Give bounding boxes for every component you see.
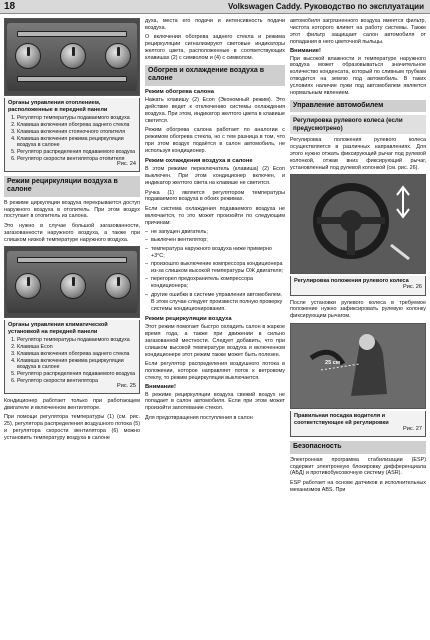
legend-item: 5. Регулятор распределения подаваемого воздуха <box>17 149 136 156</box>
paragraph: В режиме рециркуляции воздуха свежий воздух не попадает в салон автомобиля. Если при этом может произойти запотевание стекол. <box>145 391 285 412</box>
fig25-caption <box>4 320 140 394</box>
warning-heading: Внимание! <box>145 384 176 391</box>
section-heading: Управление автомобилем <box>290 100 426 112</box>
fig26-title: Регулировка положения рулевого колеса <box>294 278 409 285</box>
climate-panel-image <box>7 251 137 313</box>
list-item: – перегорел предохранитель компрессора кондиционера; <box>151 276 285 290</box>
subheading: Режим рециркуляции воздуха <box>145 315 232 322</box>
column-right <box>290 18 426 638</box>
fig27-label: Рис. 27 <box>403 426 422 433</box>
driver-position-figure <box>290 323 426 409</box>
list-item: – температура наружного воздуха ниже примерно +3°С; <box>151 246 285 260</box>
steering-adjust-figure <box>290 174 426 274</box>
steering-wheel-icon <box>291 175 425 273</box>
fig27-caption <box>290 411 426 437</box>
reasons-list <box>145 229 285 312</box>
fig25-title: Органы управления климатической установкой на передней панели <box>8 322 108 336</box>
document-title: Volkswagen Caddy. Руководство по эксплуатации <box>227 2 424 11</box>
legend-item: 2. Клавиша Econ <box>17 344 136 351</box>
paragraph: В этом режиме переключатель (клавиша) (2) Econ выключен. При этом кондиционер включен, и индикатор желтого света на клавише не светится. <box>145 166 285 187</box>
heater-panel-image <box>7 23 137 91</box>
section-heading: Безопасность <box>290 441 426 453</box>
paragraph: Кондиционер работает только при работающем двигателе и включенном вентиляторе. <box>4 397 140 411</box>
paragraph: Ручка (1) является регулятором температуры подаваемого воздуха в обоих режимах. <box>145 189 285 203</box>
paragraph: Регулировка положения рулевого колеса осуществляется в различных направлениях. Для этого нужно отжать фиксирующий рычаг под рулевой колонкой, отжав вниз фиксирующий рычаг, установленный под рулевой колонкой (см. рис. 26). <box>290 137 426 171</box>
paragraph: Этот режим помогает быстро охладить салон в жаркое время года, а также при движении в сильно загазованной местности. Следует добавить, что при слишком высокой температуре воздуха и включенном кондиционере этот режим также может быть полезен. <box>145 323 285 358</box>
button-row-icon <box>17 76 127 82</box>
fig26-label: Рис. 26 <box>403 284 422 291</box>
column-middle <box>145 18 285 638</box>
legend-item: 2. Клавиша включения обогрева заднего стекла <box>17 122 136 129</box>
fig27-title: Правильная посадка водителя и соответствующее ей регулировки <box>294 412 389 426</box>
fan-knob-icon <box>105 273 131 299</box>
paragraph: Это нужно в случае большой загазованности, загазованности наружного воздуха, а также при слишком низкой температуре наружного воздуха. <box>4 222 140 243</box>
button-row-icon <box>17 31 127 37</box>
paragraph: При высокой влажности и температуре наружного воздуха может образовываться значительное количество конденсата, который по сливным трубкам отводится на землю под автомобиль. В таких условиях наличие лужи под автомобилем является нормальным явлением. <box>290 55 426 97</box>
list-item: – выключен вентилятор; <box>151 237 285 244</box>
button-row-icon <box>17 257 127 263</box>
subheading: Режим обогрева салона <box>145 88 214 95</box>
list-item: – произошло выключение компрессора кондиционера из-за слишком высокой температуры ОЖ двигателя; <box>151 261 285 275</box>
section-heading: Режим рециркуляции воздуха в салоне <box>4 176 140 197</box>
legend-item: 3. Клавиша включения стояночного отопителя <box>17 129 136 136</box>
fig24-caption <box>4 98 140 172</box>
distribution-knob-icon <box>60 43 86 69</box>
section-heading: Регулировка рулевого колеса (если предусмотрено) <box>290 115 426 134</box>
page-header <box>0 0 430 14</box>
heater-controls-figure <box>4 18 140 96</box>
legend-item: 1. Регулятор температуры подаваемого воздуха <box>17 115 136 122</box>
fig25-legend <box>8 337 136 384</box>
paragraph: При помощи регулятора температуры (1) (см. рис. 25), регулятора распределения воздушного потока (5) и регулятора скорости вентилятора (6) можно установить температуру воздуха в салоне <box>4 414 140 441</box>
page-number: 18 <box>4 1 16 12</box>
temperature-knob-icon <box>15 273 41 299</box>
paragraph: В режиме циркуляции воздуха перекрывается доступ наружного воздуха в отопитель. При этом воздух поступает в отопитель из салона. <box>4 199 140 220</box>
distribution-knob-icon <box>60 273 86 299</box>
fig24-legend <box>8 115 136 162</box>
legend-item: 6. Регулятор скорости вентилятора <box>17 378 136 385</box>
paragraph: автомобиля загрязненного воздуха имеется фильтр, чистота которого влияет на работу системы. Также этот фильтр защищает салон автомобиля от попадания в него цветочной пыльцы. <box>290 18 426 45</box>
legend-item: 6. Регулятор скорости вентилятора отопителя <box>17 156 136 163</box>
paragraph: Если система охлаждения подаваемого воздуха не включается, то это может произойти по следующим причинам: <box>145 205 285 226</box>
list-item: – другие ошибки в системе управления автомобилем. В этом случае следует произвести полную проверку системы кондиционирования. <box>151 292 285 313</box>
fan-knob-icon <box>105 43 131 69</box>
climate-controls-figure <box>4 246 140 318</box>
fig25-label: Рис. 25 <box>117 382 136 389</box>
paragraph: духа, места его подачи и интенсивность подачи воздуха. <box>145 18 285 31</box>
fig26-caption <box>290 276 426 295</box>
paragraph: Для предотвращения поступления в салон <box>145 414 253 421</box>
warning-heading: Внимание! <box>290 48 321 55</box>
legend-item: 5. Регулятор распределения подаваемого воздуха <box>17 371 136 378</box>
driver-seat-icon <box>291 324 425 408</box>
fig24-title: Органы управления отоплением, расположенные в передней панели <box>8 100 108 114</box>
paragraph: После установки рулевого колеса в требуемое положение нужно зафиксировать рулевую колонку фиксирующим рычагом. <box>290 299 426 320</box>
subheading: Режим охлаждения воздуха в салоне <box>145 157 253 164</box>
paragraph: Режим обогрева салона работает по аналогии с режимом обогрева стекла, но с тем разница в том, что при этом воздух подаётся в салон автомобиль, не используя кондиционер. <box>145 127 285 154</box>
distance-label: 25 см <box>325 359 341 366</box>
paragraph: Электронная программа стабилизации (ESP) содержит электронную блокировку дифференциала (АБД) и противобуксовочную систему (ASR). <box>290 456 426 477</box>
fig24-label: Рис. 24 <box>117 160 136 167</box>
section-heading: Обогрев и охлаждение воздуха в салоне <box>145 65 285 86</box>
legend-item: 4. Клавиша включения режима рециркуляции воздуха в салоне <box>17 136 136 150</box>
legend-item: 4. Клавиша включения режима рециркуляции воздуха в салоне <box>17 358 136 372</box>
paragraph: Нажать клавишу (2) Econ (Экономный режим). Это действие ведет к отключению системы охлаждения воздуха. При этом, индикатор желтого цвета в клавише светится. <box>145 97 285 124</box>
legend-item: 1. Регулятор температуры подаваемого воздуха <box>17 337 136 344</box>
paragraph: Если регулятор распределения воздушного потока в положении, которое направляет поток к ветровому стеклу, то режим рециркуляции выключается. <box>145 360 285 381</box>
paragraph: О включении обогрева заднего стекла и режима рециркуляции сигнализируют световые индикаторы желтого цвета, расположенные в соответствующих клавишах (2) с символом и (4) с символом. <box>145 34 285 62</box>
temperature-knob-icon <box>15 43 41 69</box>
legend-item: 3. Клавиша включения обогрева заднего стекла <box>17 351 136 358</box>
list-item: – не запущен двигатель; <box>151 229 285 236</box>
paragraph: ESP работает на основе датчиков и исполнительных механизмов ABS. При <box>290 479 426 493</box>
column-left <box>4 18 140 638</box>
